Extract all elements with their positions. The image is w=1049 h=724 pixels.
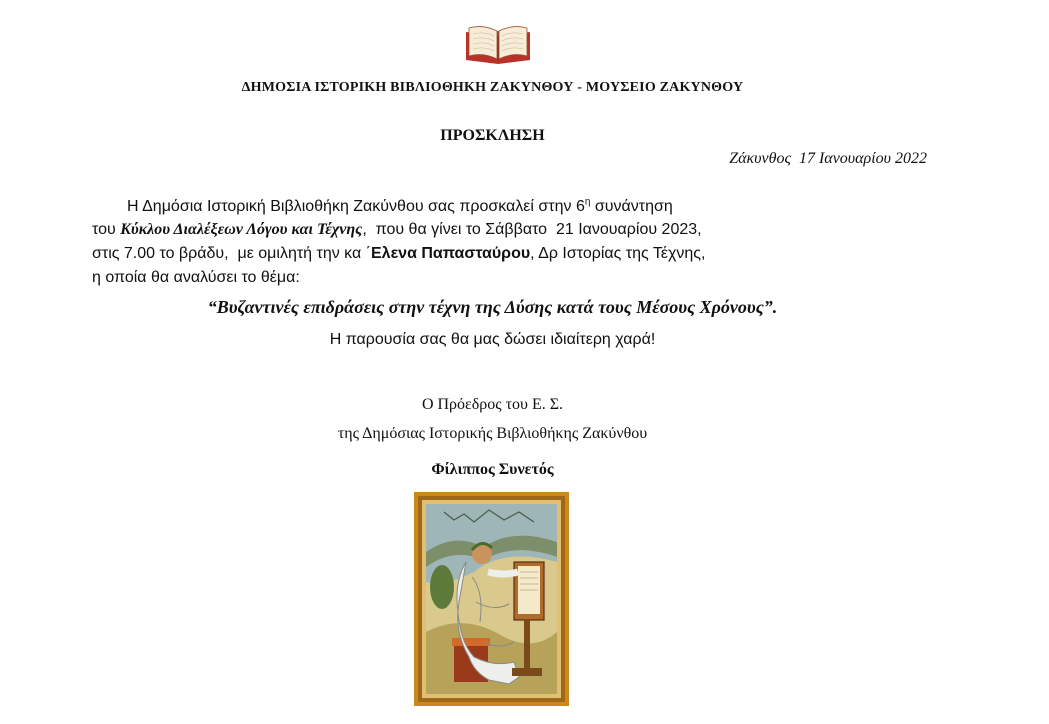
date-line: Ζάκυνθος 17 Ιανουαρίου 2022 <box>729 150 927 167</box>
signature-organization: της Δημόσιας Ιστορικής Βιβλιοθήκης Ζακύνθου <box>337 425 648 442</box>
lecture-series-name: Κύκλου Διαλέξεων Λόγου και Τέχνης <box>120 221 363 238</box>
body-text: συνάντηση <box>590 198 673 215</box>
body-text: , Δρ Ιστορίας της Τέχνης, <box>530 245 706 262</box>
illuminated-manuscript-image <box>414 492 569 706</box>
body-line-1 <box>127 196 673 218</box>
body-text: στις 7.00 το βράδυ, με ομιλητή την κα ΄ <box>92 245 371 262</box>
body-line-2 <box>92 219 702 241</box>
invitation-title: ΠΡΟΣΚΛΗΣΗ <box>440 127 545 144</box>
body-line-4: η οποία θα αναλύσει το θέμα: <box>92 269 300 286</box>
signature-role: Ο Πρόεδρος του Ε. Σ. <box>421 396 564 413</box>
speaker-name: Ελενα Παπασταύρου <box>371 245 531 262</box>
institution-heading: ΔΗΜΟΣΙΑ ΙΣΤΟΡΙΚΗ ΒΙΒΛΙΟΘΗΚΗ ΖΑΚΥΝΘΟΥ - ΜΟΥΣΕΙΟ ΖΑΚΥΝΘΟΥ <box>241 80 744 95</box>
signature-name: Φίλιππος Συνετός <box>431 461 554 478</box>
ordinal-superscript: η <box>584 196 591 208</box>
body-text: Η Δημόσια Ιστορική Βιβλιοθήκη Ζακύνθου σας προσκαλεί στην 6 <box>127 198 585 215</box>
closing-line: Η παρουσία σας θα μας δώσει ιδιαίτερη χαρά! <box>329 331 656 348</box>
body-line-3 <box>92 243 705 265</box>
body-text: , που θα γίνει το Σάββατο 21 Ιανουαρίου 2023, <box>362 221 702 238</box>
body-text: του <box>92 221 121 238</box>
open-book-icon <box>463 22 533 66</box>
lecture-theme: “Βυζαντινές επιδράσεις στην τέχνη της Δύσης κατά τους Μέσους Χρόνους”. <box>207 297 778 317</box>
